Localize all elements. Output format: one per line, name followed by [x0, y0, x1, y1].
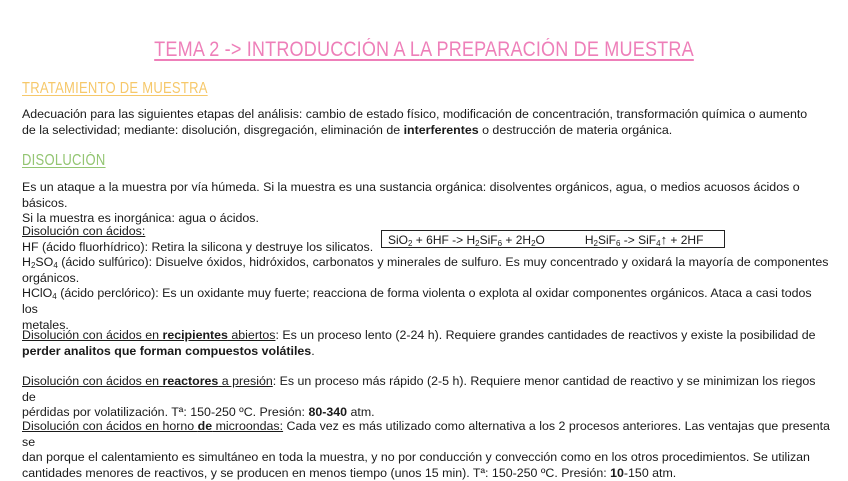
microondas-paragraph — [22, 419, 830, 481]
microondas-line-1: Disolución con ácidos en horno de microondas: Cada vez es más utilizado como alternativa a los 2 procesos anteriores. Las ventajas que presenta se — [22, 419, 830, 449]
presion-line-1: Disolución con ácidos en reactores a presión: Es un proceso más rápido (2-5 h). Requiere menor cantidad de reactivo y se minimizan los riegos de — [22, 374, 816, 404]
tratamiento-paragraph — [22, 107, 830, 138]
page-title: TEMA 2 -> INTRODUCCIÓN A LA PREPARACIÓN DE MUESTRA — [154, 38, 694, 61]
hclo4-line: HClO$_4$ (ácido perclórico): Es un oxidante muy fuerte; reacciona de forma violenta o explota al oxidar componentes orgánicos. Ataca a casi todos los — [22, 286, 812, 316]
gas-release-arrow-icon: ↑ — [660, 232, 668, 247]
abiertos-paragraph — [22, 328, 830, 359]
formula-box — [381, 230, 725, 248]
tratamiento-line-1: Adecuación para las siguientes etapas del análisis: cambio de estado físico, modificación de concentración, transformación química o aumento — [22, 107, 808, 121]
microondas-line-3: cantidades menores de reactivos, y se producen en menos tiempo (unos 15 min). Tª: 150-250 ºC. Presión: 10-150 atm. — [22, 465, 677, 480]
microondas-line-2: dan porque el calentamiento es simultáneo en toda la muestra, y no por conducción y convección como en los otros procedimientos. Se utilizan — [22, 450, 810, 465]
abiertos-line-2: perder analitos que forman compuestos volátiles. — [22, 343, 315, 358]
disolucion-line-2: Si la muestra es inorgánica: agua o ácidos. — [22, 211, 259, 226]
abiertos-line-1: Disolución con ácidos en recipientes abiertos: Es un proceso lento (2-24 h). Requiere grandes cantidades de reactivos y existe la posibilidad de — [22, 328, 816, 342]
tratamiento-line-2: de la selectividad; mediante: disolución, disgregación, eliminación de interferentes o destrucción de materia orgánica. — [22, 122, 673, 137]
h2so4-line-2: orgánicos. — [22, 270, 80, 285]
heading-tratamiento: TRATAMIENTO DE MUESTRA — [22, 80, 208, 97]
acidos-heading: Disolución con ácidos: — [22, 224, 146, 238]
presion-paragraph — [22, 374, 830, 421]
formula-2: $H_2SiF_6$ -> SiF$_4$↑ + 2HF — [584, 232, 704, 248]
h2so4-line: $H_2SO_4$ (ácido sulfúrico): Disuelve óxidos, hidróxidos, carbonatos y minerales de sulfuro. Es muy concentrado y oxidará la mayoría de componentes — [22, 255, 829, 271]
heading-disolucion: DISOLUCIÓN — [22, 152, 106, 169]
hclo4-line-2: metales. — [22, 317, 69, 332]
formula-1: $SiO_2 + 6HF -> H_2SiF_6 + 2H_2O$ — [388, 233, 545, 248]
disolucion-line-1: Es un ataque a la muestra por vía húmeda. Si la muestra es una sustancia orgánica: disolventes orgánicos, agua, o medios acuosos ácidos o básicos. — [22, 180, 800, 210]
presion-line-2: pérdidas por volatilización. Tª: 150-250 ºC. Presión: 80-340 atm. — [22, 405, 375, 420]
disolucion-paragraph — [22, 180, 830, 227]
hf-line: HF (ácido fluorhídrico): Retira la silicona y destruye los silicatos. — [22, 239, 374, 254]
interferentes-bold: interferentes — [403, 122, 479, 137]
